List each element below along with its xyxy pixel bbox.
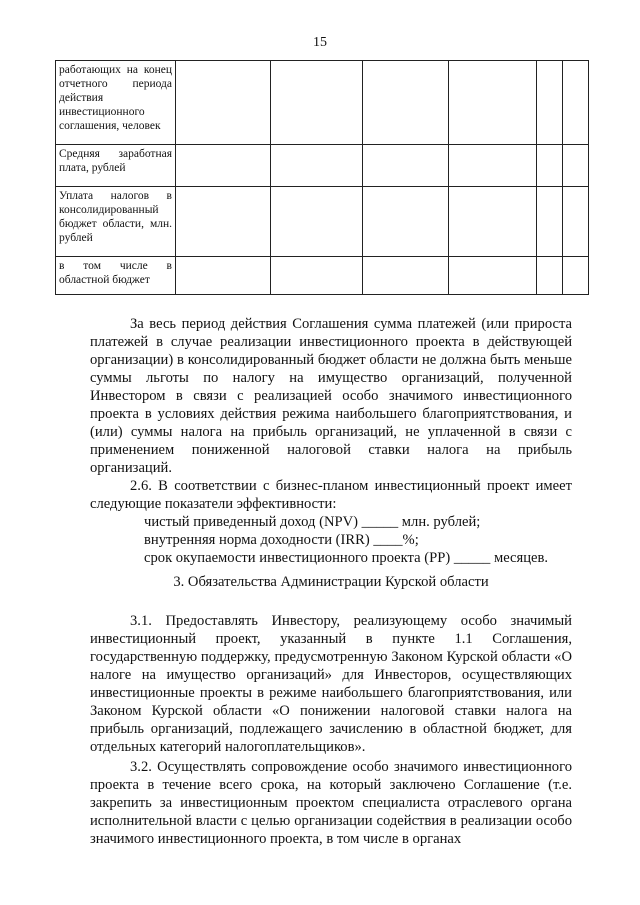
row-label: Уплата налогов в консолидированный бюджет области, млн. рублей bbox=[56, 187, 176, 257]
table-cell bbox=[449, 257, 537, 295]
paragraph-3-2: 3.2. Осуществлять сопровождение особо значимого инвестиционного проекта в течение всего срока, на который заключено Соглашение (т.е. закрепить за инвестиционным проектом специалиста отраслевого органа исполнительной власти с целью организации содействия в реализации особо значимого инвестиционного проекта, в том числе в органах bbox=[90, 759, 572, 847]
table-cell bbox=[363, 145, 449, 187]
text-block-obligations bbox=[90, 612, 572, 848]
table-cell bbox=[176, 187, 271, 257]
table-row bbox=[56, 145, 589, 187]
row-label: работающих на конец отчетного периода действия инвестиционного соглашения, человек bbox=[56, 61, 176, 145]
table-row bbox=[56, 187, 589, 257]
table-cell bbox=[271, 145, 363, 187]
page-number: 15 bbox=[313, 35, 327, 50]
table-cell bbox=[563, 145, 589, 187]
table-cell bbox=[449, 145, 537, 187]
table-cell bbox=[449, 61, 537, 145]
table-cell bbox=[563, 257, 589, 295]
table-cell bbox=[271, 61, 363, 145]
table-cell bbox=[176, 61, 271, 145]
table-cell bbox=[176, 145, 271, 187]
paragraph-2-6: 2.6. В соответствии с бизнес-планом инвестиционный проект имеет следующие показатели эффективности: bbox=[90, 478, 572, 512]
table-row bbox=[56, 61, 589, 145]
row-label: в том числе в областной бюджет bbox=[56, 257, 176, 295]
table-cell bbox=[363, 61, 449, 145]
indicators-table bbox=[55, 60, 589, 295]
table-cell bbox=[363, 187, 449, 257]
metric-pp: срок окупаемости инвестиционного проекта (PP) _____ месяцев. bbox=[144, 550, 549, 566]
table-cell bbox=[537, 61, 563, 145]
table-cell bbox=[271, 257, 363, 295]
section-heading: 3. Обязательства Администрации Курской области bbox=[173, 574, 489, 590]
table-cell bbox=[271, 187, 363, 257]
metric-npv: чистый приведенный доход (NPV) _____ млн. рублей; bbox=[144, 514, 481, 530]
table-cell bbox=[449, 187, 537, 257]
section-3-heading-block bbox=[90, 573, 572, 591]
table-cell bbox=[176, 257, 271, 295]
table-cell bbox=[537, 257, 563, 295]
table-cell bbox=[537, 187, 563, 257]
row-label: Средняя заработная плата, рублей bbox=[56, 145, 176, 187]
table-cell bbox=[563, 61, 589, 145]
paragraph-3-1: 3.1. Предоставлять Инвестору, реализующему особо значимый инвестиционный проект, указанный в пункте 1.1 Соглашения, государственную поддержку, предусмотренную Законом Курской области «О налоге на имущество организаций» для Инвесторов, осуществляющих инвестиционные проекты в режиме наибольшего благоприятствования, или Законом Курской области «О понижении налоговой ставки налога на прибыль организаций, подлежащего зачислению в областной бюджет, для отдельных категорий налогоплательщиков». bbox=[90, 613, 572, 755]
table-cell bbox=[363, 257, 449, 295]
metric-irr: внутренняя норма доходности (IRR) ____%; bbox=[144, 532, 419, 548]
paragraph-payments: За весь период действия Соглашения сумма платежей (или прироста платежей в случае реализации инвестиционного проекта в действующей организации) в консолидированный бюджет области не должна быть меньше суммы льготы по налогу на имущество организаций, полученной Инвестором в связи с реализацией особо значимого инвестиционного проекта в условиях действия режима наибольшего благоприятствования, и (или) суммы налога на прибыль организаций, не уплаченной в связи с применением пониженной налоговой ставки налога на прибыль организаций. bbox=[90, 316, 572, 476]
text-block-agreement bbox=[90, 315, 572, 567]
table-cell bbox=[563, 187, 589, 257]
table-row bbox=[56, 257, 589, 295]
table-cell bbox=[537, 145, 563, 187]
